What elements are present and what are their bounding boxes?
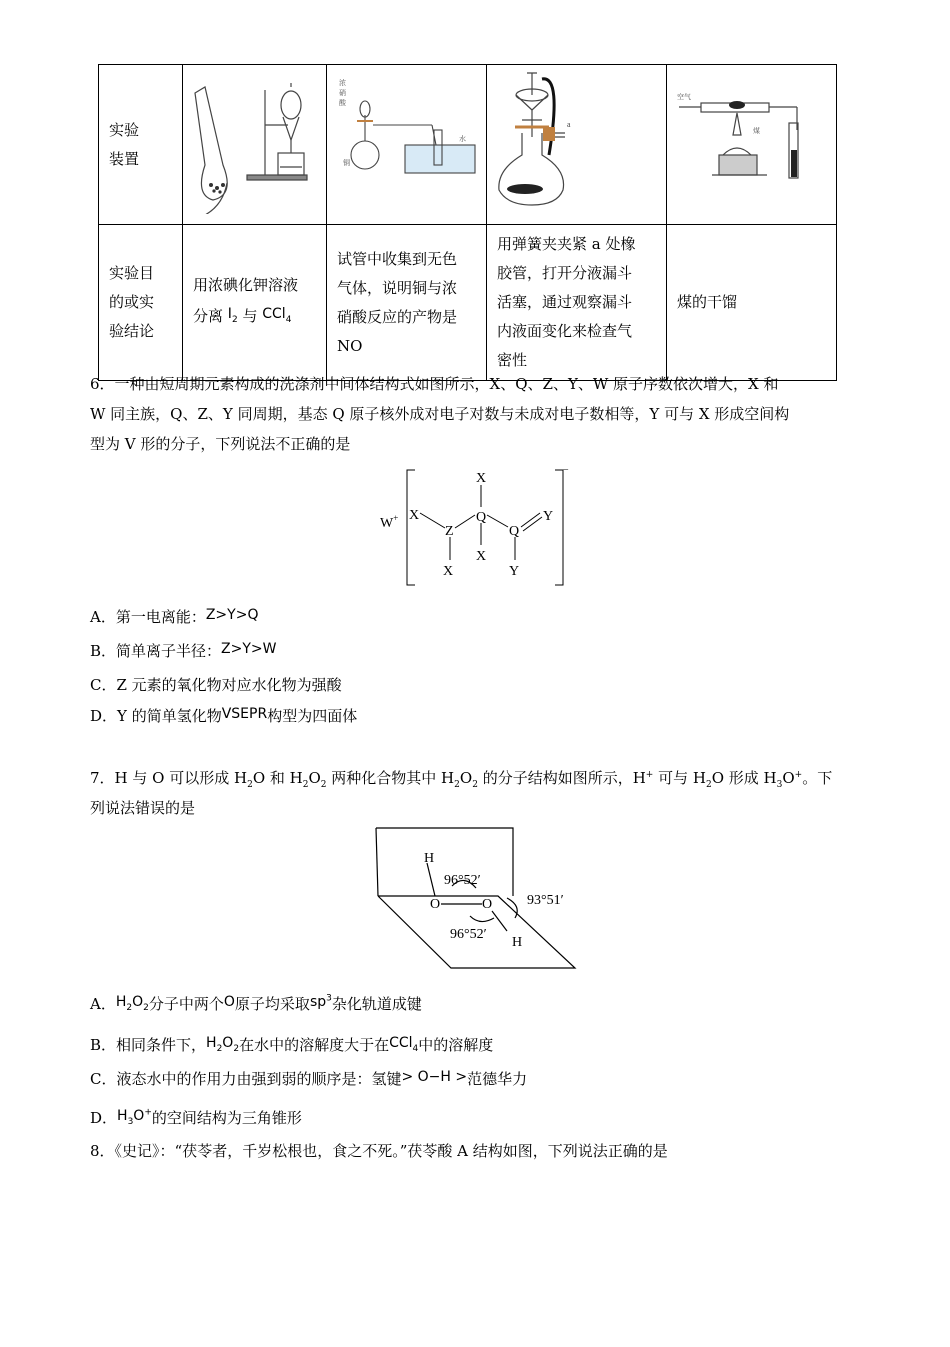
coal-distillation-figure xyxy=(667,65,836,214)
apparatus-coal-distillation xyxy=(667,65,837,225)
label-coal: 煤 xyxy=(753,127,760,135)
label-air: 空气 xyxy=(677,93,691,101)
q6-option-a: A．第一电离能：Z>Y>Q xyxy=(90,607,259,626)
q8-line: 8．《史记》：“茯苓者，千岁松根也，食之不死。”茯苓酸 A 结构如图，下列说法正确的是 xyxy=(90,1142,668,1160)
h2o2-atom-H-bottom: H xyxy=(512,935,523,950)
atom-X-below-Q: X xyxy=(476,549,487,564)
q6-option-d: D．Y 的简单氢化物VSEPR构型为四面体 xyxy=(90,706,358,725)
label-water: 水 xyxy=(459,135,466,143)
atom-X-left: X xyxy=(409,508,420,523)
copper-nitric-acid-figure xyxy=(327,65,486,214)
formula-ccl4: CCl$_4$ xyxy=(262,305,292,325)
h2o2-atom-O-left: O xyxy=(430,897,441,912)
airtightness-figure xyxy=(487,65,666,214)
q6-option-c: C．Z 元素的氧化物对应水化物为强酸 xyxy=(90,676,342,694)
q7-line-2: 列说法错误的是 xyxy=(90,799,196,817)
q7-option-b: B．相同条件下，$H_2O_2$在水中的溶解度大于在CCl$_4$中的溶解度 xyxy=(90,1035,494,1054)
row-label-apparatus: 实验 装置 xyxy=(99,65,183,225)
label-copper: 铜 xyxy=(343,159,350,167)
conclusion-copper-nitric: 试管中收集到无色 气体，说明铜与浓 硝酸反应的产物是 NO xyxy=(327,225,487,381)
atom-X-top: X xyxy=(476,471,487,486)
h2o2-atom-O-right: O xyxy=(482,897,493,912)
angle-label-dihedral: 93°51′ xyxy=(527,893,564,908)
label-nitric: 硝 xyxy=(339,89,346,97)
conclusion-separation: 用浓碘化钾溶液 分离 $I_2$ 与 CCl$_4$ xyxy=(183,225,327,381)
angle-label-bottom: 96°52′ xyxy=(450,927,487,942)
atom-Q-second: Q xyxy=(509,524,520,539)
h2o2-atom-H-top: H xyxy=(424,851,435,866)
label-a: a xyxy=(567,120,571,129)
experiment-table xyxy=(98,64,837,381)
q6-line-1: 6．一种由短周期元素构成的洗涤剂中间体结构式如图所示，X、Q、Z、Y、W 原子序数依次增大，X 和 xyxy=(90,375,779,393)
q7-option-c: C．液态水中的作用力由强到弱的顺序是：氢键> O−H >范德华力 xyxy=(90,1069,528,1088)
atom-Y-double: Y xyxy=(543,509,554,524)
q6-structure-diagram xyxy=(375,465,575,590)
apparatus-copper-nitric-acid xyxy=(327,65,487,225)
angle-label-top: 96°52′ xyxy=(444,873,481,888)
q6-line-2: W 同主族，Q、Z、Y 同周期，基态 Q 原子核外成对电子对数与未成对电子数相等，Y 可与 X 形成空间构 xyxy=(90,405,790,423)
h2o2-structure-diagram xyxy=(372,826,582,972)
apparatus-airtightness-check xyxy=(487,65,667,225)
label-concentrated: 浓 xyxy=(339,79,346,87)
anion-charge: − xyxy=(563,465,569,476)
apparatus-separatory-funnel xyxy=(183,65,327,225)
atom-Q-first: Q xyxy=(476,510,487,525)
atom-Y-bottom: Y xyxy=(509,564,520,579)
q6-line-3: 型为 V 形的分子，下列说法不正确的是 xyxy=(90,435,351,453)
conclusion-airtightness: 用弹簧夹夹紧 a 处橡 胶管，打开分液漏斗 活塞，通过观察漏斗 内液面变化来检查气 密性 xyxy=(487,225,667,381)
q7-option-d: D．$H_3O^+$的空间结构为三角锥形 xyxy=(90,1107,302,1127)
separatory-funnel-figure xyxy=(183,65,326,214)
row-label-purpose: 实验目 的或实 验结论 xyxy=(99,225,183,381)
atom-X-below-Z: X xyxy=(443,564,454,579)
atom-Z: Z xyxy=(445,524,454,539)
label-acid: 酸 xyxy=(339,99,346,107)
formula-iodine: $I_2$ xyxy=(227,305,238,325)
conclusion-coal: 煤的干馏 xyxy=(667,225,837,381)
q6-option-b: B．简单离子半径：Z>Y>W xyxy=(90,641,277,660)
atom-W: W+ xyxy=(380,513,399,531)
q7-option-a: A．$H_2O_2$分子中两个O原子均采取$sp^3$杂化轨道成键 xyxy=(90,993,422,1013)
q7-line-1: 7．H 与 O 可以形成 $H_2O$ 和 $H_2O_2$ 两种化合物其中 $H_2O_2$ 的分子结构如图所示，H+ 可与 $H_2O$ 形成 $H_3O^+$。下 xyxy=(90,769,833,790)
